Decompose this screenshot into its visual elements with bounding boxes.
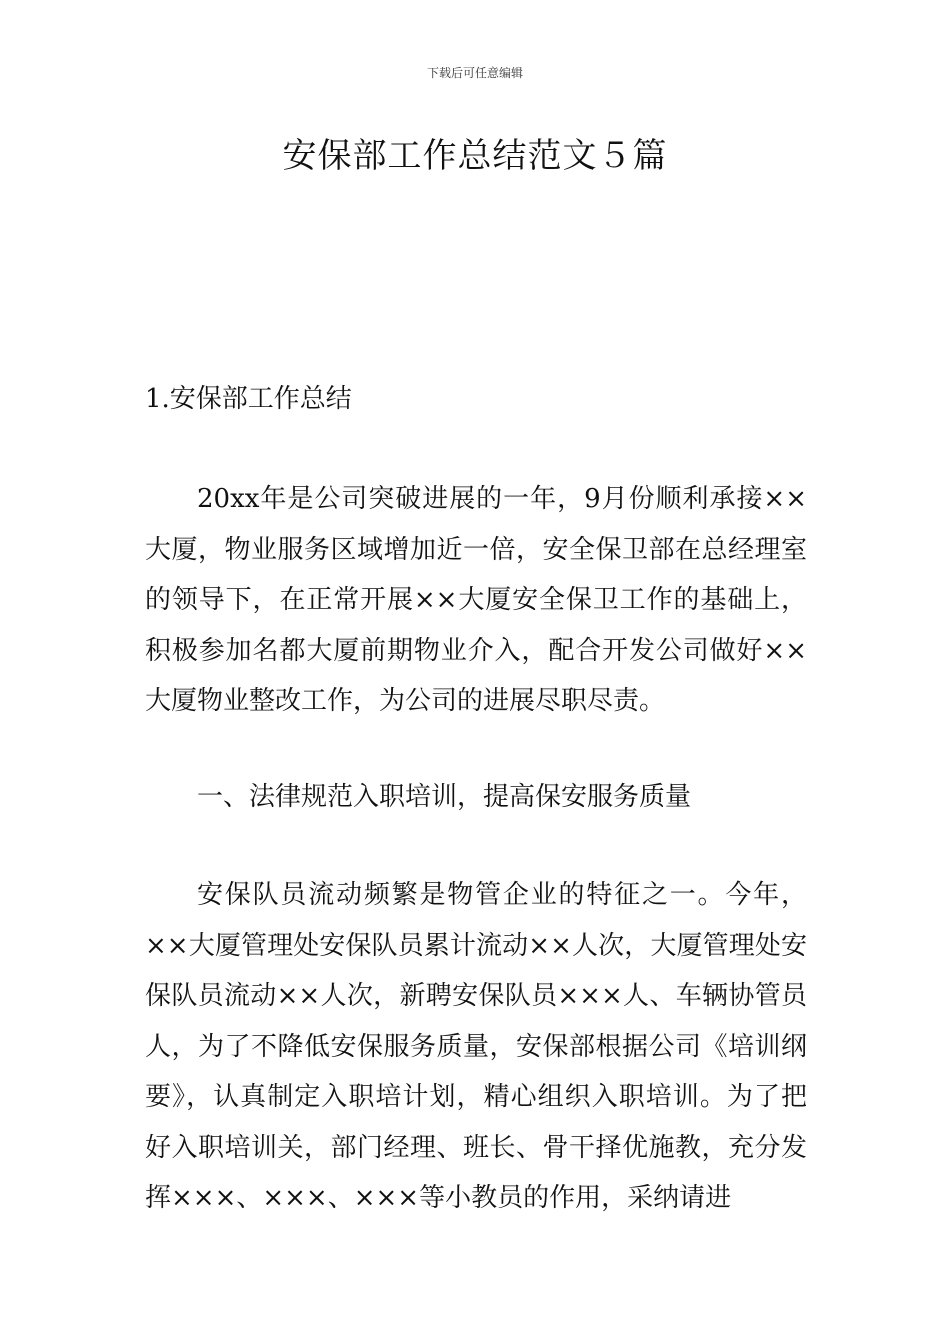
- paragraph-1: [145, 474, 807, 727]
- header-note: 下载后可任意编辑: [426, 66, 523, 80]
- document-title: 安保部工作总结范文５篇: [282, 136, 668, 176]
- section-heading-text: 1.安保部工作总结: [145, 384, 352, 414]
- section-heading: [145, 374, 807, 425]
- paragraph-2: [145, 870, 807, 1224]
- paragraph-2-text: 安保队员流动频繁是物管企业的特征之一。今年，××大厦管理处安保队员累计流动××人次，大厦管理处安保队员流动××人次，新聘安保队员×××人、车辆协管员人，为了不降低安保服务质量，安保部根据公司《培训纲要》，认真制定入职培计划，精心组织入职培训。为了把好入职培训关，部门经理、班长、骨干择优施教，充分发挥×××、×××、×××等小教员的作用，采纳请进: [145, 880, 807, 1213]
- paragraph-1-text: 20xx年是公司突破进展的一年，9月份顺利承接××大厦，物业服务区域增加近一倍，安全保卫部在总经理室的领导下，在正常开展××大厦安全保卫工作的基础上，积极参加名都大厦前期物业介入，配合开发公司做好××大厦物业整改工作，为公司的进展尽职尽责。: [145, 484, 807, 716]
- subheading-1-text: 一、法律规范入职培训，提高保安服务质量: [197, 782, 692, 812]
- subheading-1: [145, 772, 807, 823]
